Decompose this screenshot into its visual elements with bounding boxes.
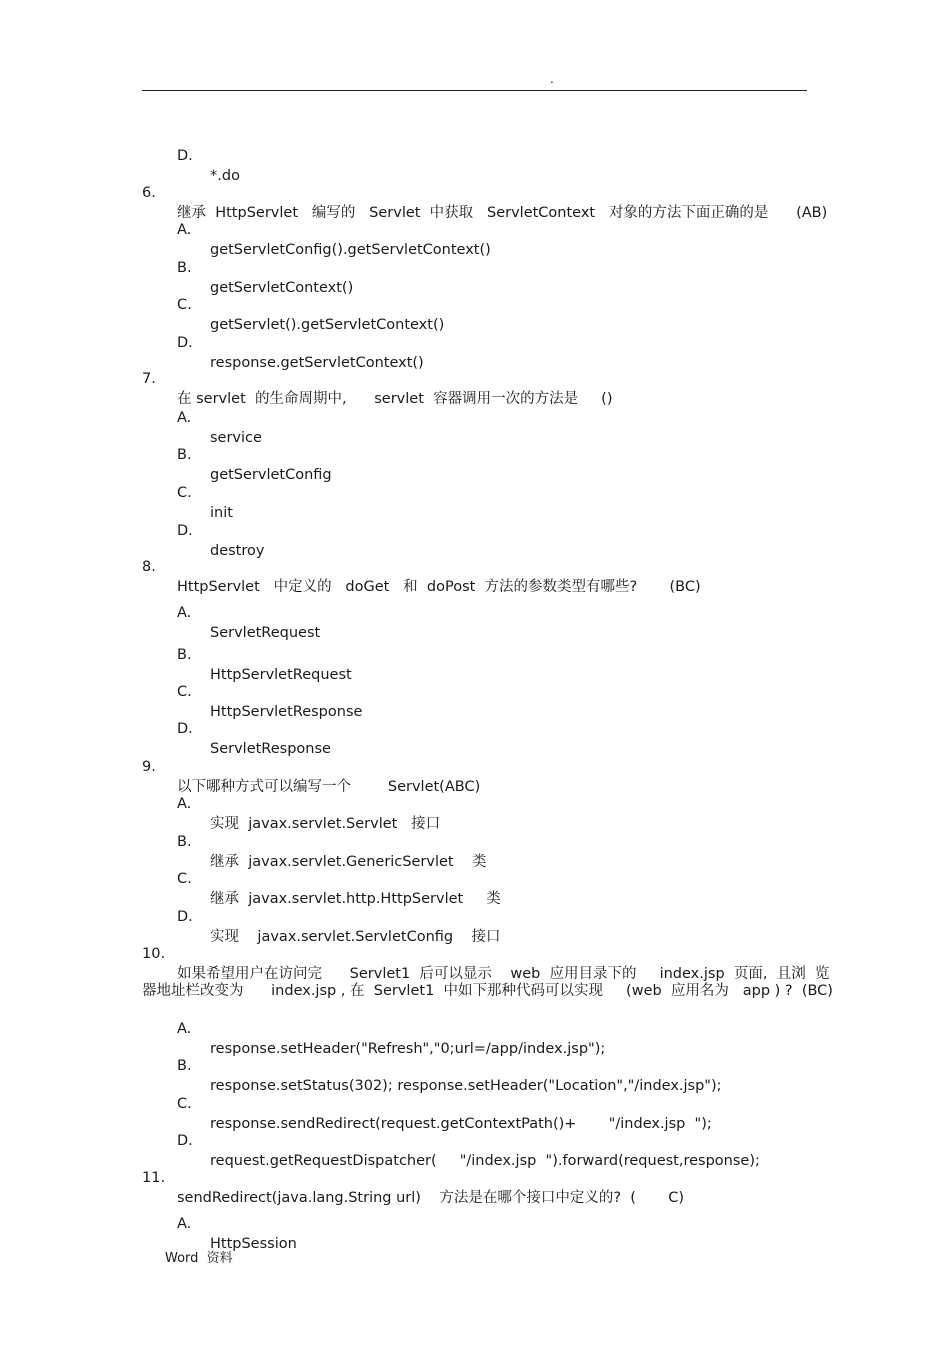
question-text: 以下哪种方式可以编写一个 Servlet(ABC) (177, 779, 481, 795)
option-letter: B. (177, 260, 192, 276)
option-letter: C. (177, 1096, 192, 1112)
question-number: 8. (142, 559, 156, 575)
option-letter: A. (177, 1216, 192, 1232)
option-text: HttpServletRequest (210, 667, 352, 683)
question-number: 11. (142, 1170, 166, 1186)
option-letter: A. (177, 222, 192, 238)
option-text: response.getServletContext() (210, 355, 424, 371)
question-text: sendRedirect(java.lang.String url) 方法是在哪个接口中定义的? ( C) (177, 1190, 685, 1206)
option-text: *.do (210, 168, 240, 184)
option-letter: A. (177, 410, 192, 426)
option-letter: D. (177, 148, 193, 164)
option-text: getServletConfig().getServletContext() (210, 242, 491, 258)
option-letter: D. (177, 1133, 193, 1149)
option-letter: D. (177, 335, 193, 351)
option-letter: D. (177, 523, 193, 539)
option-text: getServletConfig (210, 467, 332, 483)
option-letter: B. (177, 647, 192, 663)
option-letter: D. (177, 909, 193, 925)
option-text: init (210, 505, 233, 521)
option-text: HttpSession (210, 1236, 297, 1252)
question-number: 9. (142, 759, 156, 775)
option-text: request.getRequestDispatcher( "/index.jsp ").forward(request,response); (210, 1153, 760, 1169)
q11-option-a (0, 1194, 297, 1254)
option-letter: B. (177, 447, 192, 463)
question-text: 在 servlet 的生命周期中, servlet 容器调用一次的方法是 () (177, 391, 613, 407)
option-text: 继承 javax.servlet.GenericServlet 类 (210, 854, 487, 870)
option-letter: B. (177, 1058, 192, 1074)
option-text: HttpServletResponse (210, 704, 363, 720)
option-letter: D. (177, 721, 193, 737)
question-text: HttpServlet 中定义的 doGet 和 doPost 方法的参数类型有哪些? (BC) (177, 579, 701, 595)
option-text: getServletContext() (210, 280, 354, 296)
option-letter: A. (177, 796, 192, 812)
option-letter: A. (177, 605, 192, 621)
question-number: 6. (142, 185, 156, 201)
option-letter: A. (177, 1021, 192, 1037)
option-text: ServletRequest (210, 625, 321, 641)
question-text-continued: 器地址栏改变为 index.jsp , 在 Servlet1 中如下那种代码可以实现 (web 应用名为 app ) ? (BC) (142, 983, 833, 999)
option-text: ServletResponse (210, 741, 331, 757)
option-letter: C. (177, 684, 192, 700)
header-mark: . (550, 72, 554, 86)
option-letter: C. (177, 297, 192, 313)
question-text: 继承 HttpServlet 编写的 Servlet 中获取 ServletContext 对象的方法下面正确的是 (AB) (177, 205, 828, 221)
option-text: response.setStatus(302); response.setHeader("Location","/index.jsp"); (210, 1078, 722, 1094)
option-text: getServlet().getServletContext() (210, 317, 445, 333)
question-number: 10. (142, 946, 166, 962)
option-text: destroy (210, 543, 265, 559)
header-rule (142, 90, 807, 91)
option-text: 实现 javax.servlet.ServletConfig 接口 (210, 929, 501, 945)
option-text: 实现 javax.servlet.Servlet 接口 (210, 816, 441, 832)
option-text: service (210, 430, 262, 446)
option-text: 继承 javax.servlet.http.HttpServlet 类 (210, 891, 501, 907)
option-text: response.setHeader("Refresh","0;url=/app/index.jsp"); (210, 1041, 606, 1057)
question-number: 7. (142, 371, 156, 387)
page-footer: Word 资料 (165, 1251, 233, 1266)
option-text: response.sendRedirect(request.getContextPath()+ "/index.jsp "); (210, 1116, 712, 1132)
option-letter: B. (177, 834, 192, 850)
option-letter: C. (177, 485, 192, 501)
question-text: 如果希望用户在访问完 Servlet1 后可以显示 web 应用目录下的 index.jsp 页面, 且浏 览 (177, 966, 830, 982)
option-letter: C. (177, 871, 192, 887)
